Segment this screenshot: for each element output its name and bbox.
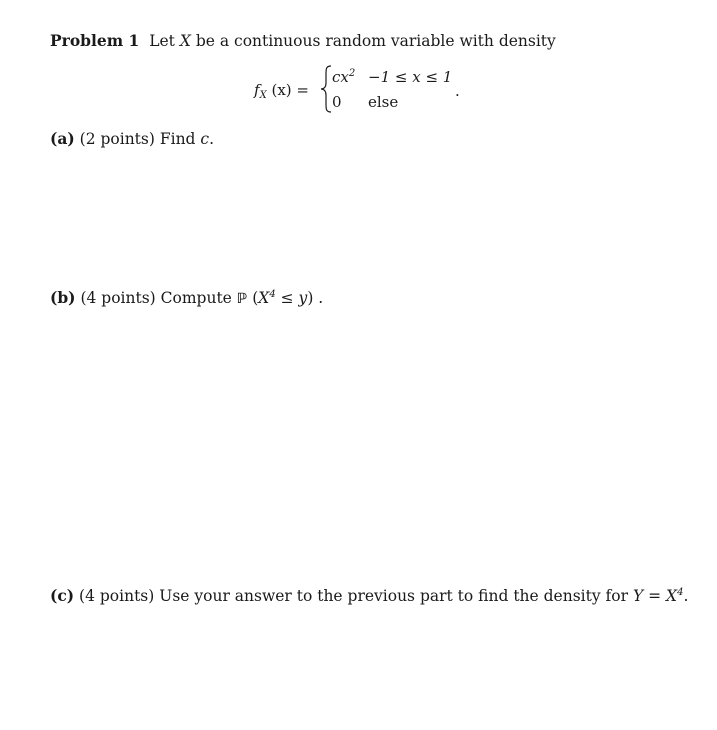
part-c-eq-lhs: Y bbox=[632, 587, 644, 605]
part-a-label: (a) bbox=[50, 129, 75, 148]
part-c-text: Use your answer to the previous part to find the density for bbox=[159, 587, 629, 605]
part-b-text: Compute bbox=[160, 289, 232, 307]
part-a: (a) (2 points) Find c. bbox=[50, 129, 215, 148]
case2-value: 0 bbox=[332, 93, 342, 111]
part-c-label: (c) bbox=[50, 586, 75, 605]
part-c: (c) (4 points) Use your answer to the previous part to find the density for $Y = X^4$. bbox=[50, 586, 689, 605]
part-b-expression: $X^4 \le y$ bbox=[258, 289, 308, 307]
part-b: (b) (4 points) Compute ℙ $(X^4 \le y)$ . bbox=[50, 288, 324, 307]
case1-value: $cx^2$ bbox=[332, 68, 356, 86]
part-a-points: (2 points) bbox=[79, 130, 155, 148]
case1-condition: −1 ≤ x ≤ 1 bbox=[368, 68, 453, 86]
problem-statement bbox=[50, 31, 556, 51]
problem-intro-post: be a continuous random variable with density bbox=[195, 32, 556, 50]
density-trailing-period: . bbox=[455, 82, 460, 100]
part-a-variable: c bbox=[200, 130, 210, 148]
part-b-points: (4 points) bbox=[80, 289, 156, 307]
density-definition bbox=[254, 64, 474, 116]
problem-variable: X bbox=[179, 32, 191, 50]
problem-label: Problem 1 bbox=[50, 31, 140, 50]
part-c-eq-rhs: $X^4$ bbox=[666, 587, 684, 605]
part-c-points: (4 points) bbox=[79, 587, 155, 605]
part-b-label: (b) bbox=[50, 288, 76, 307]
case2-condition: else bbox=[368, 93, 399, 111]
density-lhs: $f_X$ (x) = bbox=[254, 81, 309, 101]
problem-intro-pre: Let bbox=[149, 32, 175, 50]
part-a-text: Find bbox=[159, 130, 196, 148]
probability-symbol: ℙ bbox=[236, 291, 248, 307]
